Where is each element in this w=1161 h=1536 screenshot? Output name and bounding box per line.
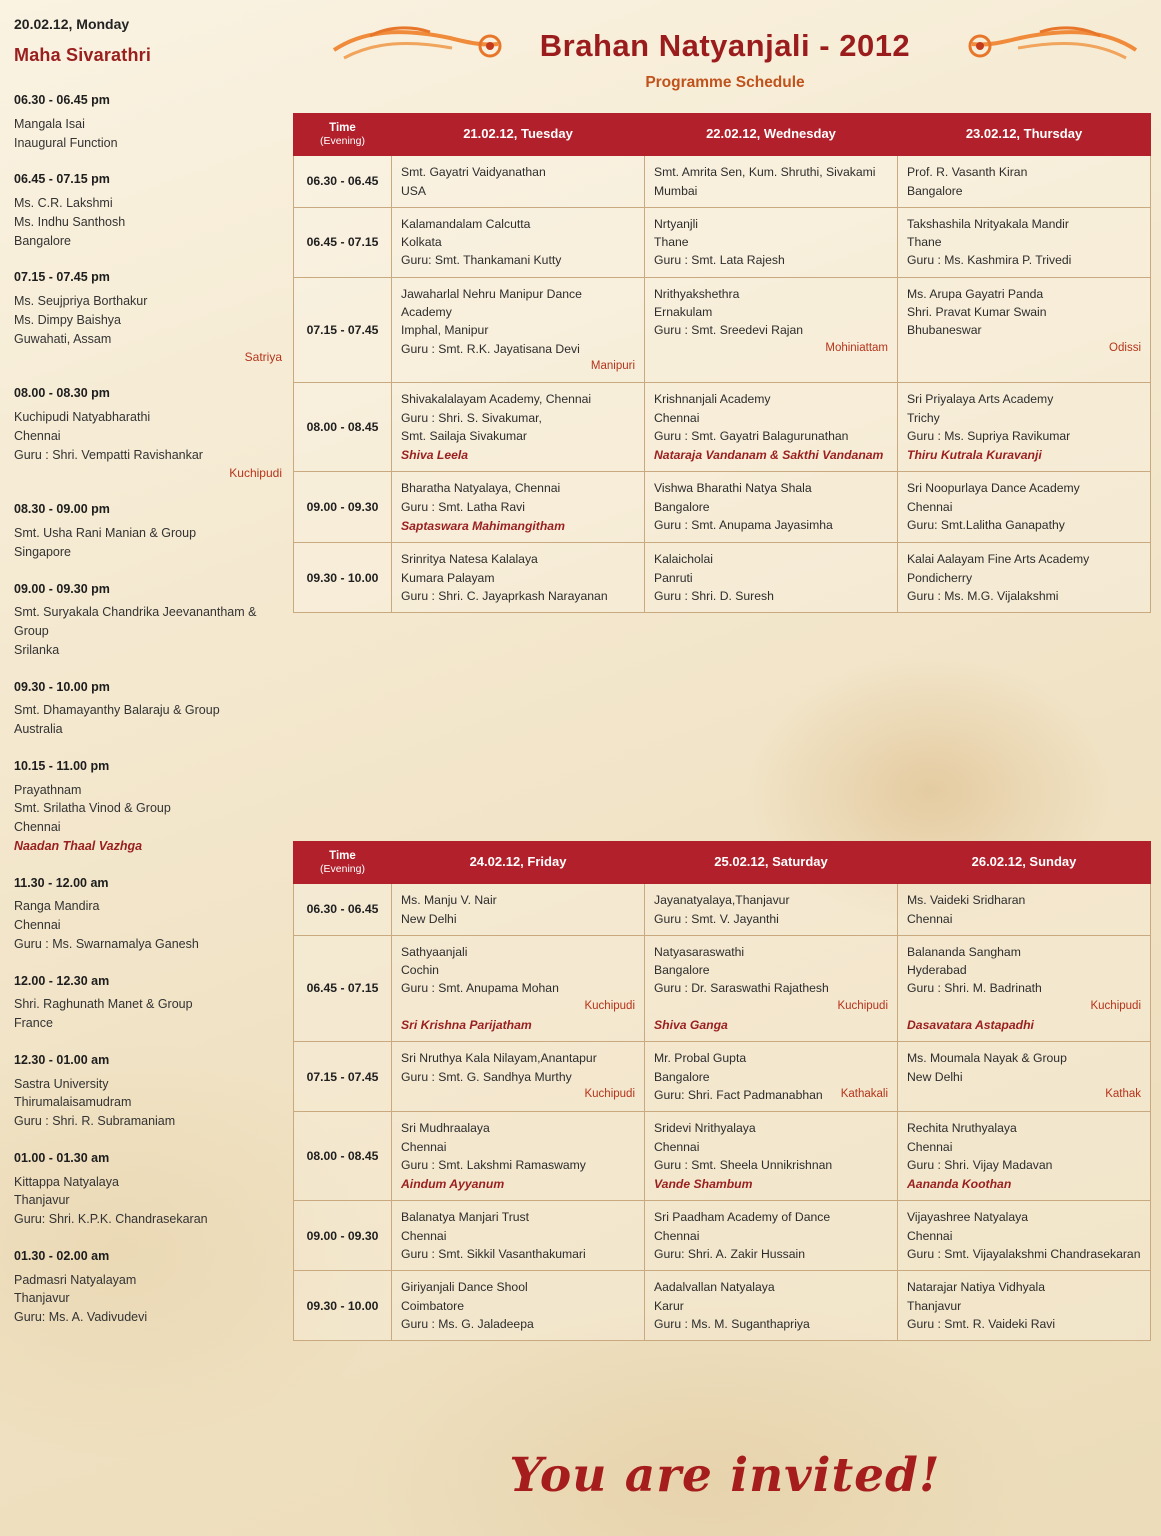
dance-style-tag: Manipuri [590, 359, 635, 372]
performer-line: Sri Nruthya Kala Nilayam,Anantapur [401, 1051, 597, 1066]
performance-cell [392, 277, 645, 382]
performer-line: Kolkata [401, 235, 442, 250]
performance-cell [392, 383, 645, 472]
row-time: 09.30 - 10.00 [294, 543, 392, 613]
performer-line: Guru : Smt. Anupama Jayasimha [654, 517, 833, 532]
slot-line: Guru : Shri. R. Subramaniam [14, 1114, 176, 1128]
monday-schedule-column [14, 14, 282, 1345]
performer-line: New Delhi [401, 911, 457, 926]
performer-line: Guru : Smt. R. Vaideki Ravi [907, 1316, 1056, 1331]
performer-line: Natarajar Natiya Vidhyala [907, 1280, 1045, 1295]
performer-line: Guru : Smt. Lakshmi Ramaswamy [401, 1157, 586, 1172]
slot-time: 06.45 - 07.15 pm [14, 172, 110, 187]
table-row [294, 1112, 1151, 1201]
time-header-label: Time [329, 122, 356, 134]
table-2-header-row [294, 842, 1151, 884]
performer-line: Guru : Shri. C. Jayaprkash Narayanan [401, 588, 608, 603]
slot-time: 01.00 - 01.30 am [14, 1150, 110, 1165]
slot-time: 12.00 - 12.30 am [14, 973, 110, 988]
performer-line: Chennai [907, 499, 953, 514]
performance-item-title: Thiru Kutrala Kuravanji [907, 448, 1042, 463]
monday-slot [14, 1149, 282, 1229]
performance-item-title: Vande Shambum [654, 1177, 753, 1192]
time-header-sublabel: (Evening) [320, 863, 365, 876]
monday-slot [14, 384, 282, 482]
performer-line: Bangalore [907, 183, 963, 198]
table-2-day-header-1: 24.02.12, Friday [392, 842, 645, 884]
slot-line: Smt. Suryakala Chandrika Jeevanantham & [14, 605, 257, 620]
slot-line: Guru: Ms. A. Vadivudevi [14, 1310, 148, 1324]
performer-line: Guru : Smt. Sikkil Vasanthakumari [401, 1246, 586, 1261]
table-row [294, 935, 1151, 1041]
performer-line: Guru: Smt. Thankamani Kutty [401, 253, 562, 268]
table-row [294, 277, 1151, 382]
slot-time: 07.15 - 07.45 pm [14, 270, 110, 285]
performance-item-title: Sri Krishna Parijatham [401, 1018, 532, 1033]
performance-cell [898, 1271, 1151, 1341]
performer-line: Chennai [907, 1228, 953, 1243]
performer-line: Guru : Shri. D. Suresh [654, 588, 774, 603]
performance-cell [392, 472, 645, 543]
performer-line: Guru : Smt. V. Jayanthi [654, 911, 779, 926]
performance-cell [645, 935, 898, 1041]
performer-line: Srinritya Natesa Kalalaya [401, 552, 538, 567]
slot-line: France [14, 1016, 53, 1030]
slot-line: Thanjavur [14, 1291, 70, 1306]
row-time: 09.30 - 10.00 [294, 1271, 392, 1341]
performance-cell [392, 1112, 645, 1201]
slot-time: 01.30 - 02.00 am [14, 1248, 110, 1263]
slot-line: Inaugural Function [14, 135, 118, 150]
performer-line: Ms. Vaideki Sridharan [907, 893, 1026, 908]
slot-line: Kuchipudi Natyabharathi [14, 410, 151, 424]
performance-item-title: Shiva Leela [401, 448, 469, 463]
slot-line: Mangala Isai [14, 116, 85, 131]
performance-cell [392, 884, 645, 936]
table-2-body [294, 884, 1151, 1341]
performer-line: Guru : Smt. Latha Ravi [401, 499, 525, 514]
schedule-table-1 [293, 113, 1151, 613]
performer-line: Sridevi Nrithyalaya [654, 1121, 756, 1136]
row-time: 09.00 - 09.30 [294, 472, 392, 543]
monday-slot [14, 1051, 282, 1131]
dance-style-tag: Odissi [1109, 341, 1141, 354]
slot-line: Prayathnam [14, 782, 82, 797]
dance-style-tag: Kathakali [840, 1087, 888, 1100]
slot-line: Chennai [14, 428, 61, 443]
performer-line: Guru : Smt. Anupama Mohan [401, 981, 559, 996]
performer-line: Guru : Ms. M. Suganthapriya [654, 1316, 810, 1331]
performer-line: Guru : Dr. Saraswathi Rajathesh [654, 981, 829, 996]
table-row [294, 383, 1151, 472]
row-time: 07.15 - 07.45 [294, 1042, 392, 1112]
performance-cell [898, 472, 1151, 543]
performance-cell [392, 1271, 645, 1341]
performance-cell [898, 935, 1151, 1041]
slot-line: Ranga Mandira [14, 899, 100, 914]
monday-slot [14, 1247, 282, 1327]
performer-line: Bharatha Natyalaya, Chennai [401, 481, 561, 496]
monday-slot [14, 678, 282, 739]
performer-line: Balananda Sangham [907, 944, 1021, 959]
poster-header [300, 10, 1150, 102]
performer-line: Vijayashree Natyalaya [907, 1210, 1029, 1225]
slot-dance-style: Kuchipudi [229, 466, 282, 481]
performance-cell [898, 884, 1151, 936]
slot-time: 09.00 - 09.30 pm [14, 581, 110, 596]
performance-cell [898, 383, 1151, 472]
performer-line: Prof. R. Vasanth Kiran [907, 165, 1028, 180]
slot-line: Smt. Usha Rani Manian & Group [14, 526, 197, 540]
performer-line: Thane [654, 235, 689, 250]
slot-line: Srilanka [14, 642, 60, 657]
performer-line: Rechita Nruthyalaya [907, 1121, 1017, 1136]
slot-line: Australia [14, 722, 63, 736]
slot-time: 11.30 - 12.00 am [14, 875, 109, 890]
dance-style-tag: Kuchipudi [584, 999, 635, 1012]
monday-date: 20.02.12, Monday [14, 16, 130, 32]
time-header-sublabel: (Evening) [320, 135, 365, 148]
table-row [294, 156, 1151, 208]
performer-line: Cochin [401, 963, 439, 978]
performer-line: Nrithyakshethra [654, 286, 740, 301]
performance-cell [645, 277, 898, 382]
performance-item-title: Shiva Ganga [654, 1018, 728, 1033]
slot-line: Smt. Srilatha Vinod & Group [14, 801, 171, 816]
performance-cell [645, 1042, 898, 1112]
performer-line: Kalaicholai [654, 552, 713, 567]
monday-slot-list [14, 91, 282, 1327]
slot-time: 08.00 - 08.30 pm [14, 386, 110, 401]
performance-cell [645, 383, 898, 472]
performance-item-title: Saptaswara Mahimangitham [401, 518, 565, 533]
performer-line: Balanatya Manjari Trust [401, 1210, 530, 1225]
slot-time: 09.30 - 10.00 pm [14, 679, 110, 694]
performance-cell [898, 156, 1151, 208]
performance-cell [645, 472, 898, 543]
slot-line: Ms. C.R. Lakshmi [14, 196, 113, 210]
performer-line: Smt. Sailaja Sivakumar [401, 428, 527, 443]
table-row [294, 1271, 1151, 1341]
performance-cell [392, 1042, 645, 1112]
slot-line: Bangalore [14, 233, 71, 248]
slot-line: Thirumalaisamudram [14, 1095, 132, 1110]
performance-item-title: Nataraja Vandanam & Sakthi Vandanam [654, 448, 884, 463]
performer-line: Aadalvallan Natyalaya [654, 1280, 775, 1295]
performer-line: Smt. Amrita Sen, Kum. Shruthi, Sivakami [654, 165, 876, 180]
slot-line: Thanjavur [14, 1193, 70, 1208]
performer-line: Chennai [654, 1228, 700, 1243]
row-time: 06.45 - 07.15 [294, 207, 392, 277]
performer-line: Guru : Smt. G. Sandhya Murthy [401, 1069, 572, 1084]
performer-line: Guru : Ms. Kashmira P. Trivedi [907, 253, 1072, 268]
schedule-table-2 [293, 841, 1151, 1341]
slot-line: Smt. Dhamayanthy Balaraju & Group [14, 703, 220, 718]
performer-line: Shri. Pravat Kumar Swain [907, 305, 1047, 320]
performer-line: Thane [907, 235, 942, 250]
monday-slot [14, 757, 282, 856]
schedule-table-1-wrapper [293, 113, 1150, 613]
table-1-header-row [294, 114, 1151, 156]
performance-cell [898, 1112, 1151, 1201]
table-row [294, 543, 1151, 613]
slot-line: Ms. Seujpriya Borthakur [14, 294, 148, 308]
performance-cell [898, 277, 1151, 382]
performer-line: Chennai [907, 1139, 953, 1154]
invitation-text: You are invited! [509, 1448, 941, 1503]
slot-item-title: Naadan Thaal Vazhga [14, 838, 143, 853]
performer-line: Guru : Ms. G. Jaladeepa [401, 1316, 534, 1331]
performer-line: Bhubaneswar [907, 323, 982, 338]
slot-time: 06.30 - 06.45 pm [14, 93, 110, 107]
performer-line: Guru: Shri. A. Zakir Hussain [654, 1246, 806, 1261]
performance-cell [392, 935, 645, 1041]
performer-line: Shivakalalayam Academy, Chennai [401, 392, 592, 407]
monday-slot [14, 91, 282, 152]
row-time: 07.15 - 07.45 [294, 277, 392, 382]
table-1-time-header [294, 114, 392, 156]
slot-line: Guru: Shri. K.P.K. Chandrasekaran [14, 1212, 208, 1226]
dance-style-tag: Kathak [1105, 1087, 1141, 1100]
performance-cell [898, 207, 1151, 277]
time-header-label: Time [329, 850, 356, 862]
slot-time: 10.15 - 11.00 pm [14, 758, 110, 773]
performer-line: Ms. Arupa Gayatri Panda [907, 286, 1044, 301]
slot-time: 12.30 - 01.00 am [14, 1052, 110, 1067]
performance-cell [645, 156, 898, 208]
performer-line: Takshashila Nrityakala Mandir [907, 216, 1069, 231]
table-1-day-header-1: 21.02.12, Tuesday [392, 114, 645, 156]
table-1-day-header-3: 23.02.12, Thursday [898, 114, 1151, 156]
table-2-day-header-3: 26.02.12, Sunday [898, 842, 1151, 884]
performer-line: Guru : Smt. Gayatri Balagurunathan [654, 428, 849, 443]
performer-line: Kalai Aalayam Fine Arts Academy [907, 552, 1090, 567]
performance-cell [645, 207, 898, 277]
row-time: 09.00 - 09.30 [294, 1201, 392, 1271]
performance-cell [898, 1201, 1151, 1271]
performer-line: Guru: Shri. Fact Padmanabhan Kathakali [654, 1087, 888, 1102]
slot-line: Ms. Dimpy Baishya [14, 312, 121, 327]
dance-style-tag: Kuchipudi [837, 999, 888, 1012]
performer-line: Guru : Shri. S. Sivakumar, [401, 410, 542, 425]
performer-line: Karur [654, 1298, 684, 1313]
performer-line: Guru : Ms. M.G. Vijalakshmi [907, 588, 1059, 603]
slot-line: Guwahati, Assam [14, 331, 112, 346]
performer-line: Sri Mudhraalaya [401, 1121, 490, 1136]
performer-line: Guru : Shri. M. Badrinath [907, 981, 1042, 996]
performer-line: Mr. Probal Gupta [654, 1051, 747, 1066]
slot-line: Ms. Indhu Santhosh [14, 214, 126, 229]
table-row [294, 1201, 1151, 1271]
performance-cell [645, 884, 898, 936]
performer-line: Jayanatyalaya,Thanjavur [654, 893, 790, 908]
performance-cell [645, 1271, 898, 1341]
table-1-body [294, 156, 1151, 613]
monday-slot [14, 874, 282, 954]
performer-line: Chennai [401, 1228, 447, 1243]
performer-line: Vishwa Bharathi Natya Shala [654, 481, 812, 496]
performer-line: Panruti [654, 570, 693, 585]
performer-line: Bangalore [654, 499, 710, 514]
performer-line: Coimbatore [401, 1298, 464, 1313]
slot-line: Group [14, 624, 49, 638]
performer-line: Kalamandalam Calcutta [401, 216, 531, 231]
performer-line: Chennai [401, 1139, 447, 1154]
performer-line: Guru : Smt. Vijayalakshmi Chandrasekaran [907, 1246, 1141, 1261]
performance-item-title: Dasavatara Astapadhi [907, 1018, 1034, 1033]
performer-line: Nrtyanjli [654, 216, 699, 231]
performer-line: Jawaharlal Nehru Manipur Dance Academy [401, 286, 582, 320]
performer-line: Natyasaraswathi [654, 944, 745, 959]
performance-item-title: Aindum Ayyanum [401, 1177, 505, 1192]
performer-line: Hyderabad [907, 963, 967, 978]
performance-cell [392, 1201, 645, 1271]
table-2-day-header-2: 25.02.12, Saturday [645, 842, 898, 884]
performer-line: Guru : Smt. Sreedevi Rajan [654, 323, 804, 338]
performance-cell [645, 1201, 898, 1271]
floral-ornament-right-icon [960, 24, 1140, 66]
slot-line: Chennai [14, 820, 61, 834]
row-time: 06.45 - 07.15 [294, 935, 392, 1041]
slot-line: Singapore [14, 544, 71, 559]
row-time: 08.00 - 08.45 [294, 1112, 392, 1201]
monday-slot [14, 500, 282, 561]
page-title: Brahan Natyanjali - 2012 [539, 28, 911, 63]
performer-line: Chennai [654, 410, 700, 425]
performance-cell [645, 1112, 898, 1201]
performer-line: Pondicherry [907, 570, 973, 585]
slot-line: Kittappa Natyalaya [14, 1174, 119, 1189]
performer-line: Chennai [654, 1139, 700, 1154]
performer-line: Ernakulam [654, 305, 713, 320]
performer-line: Bangalore [654, 963, 710, 978]
performance-cell [392, 543, 645, 613]
performer-line: Guru : Smt. R.K. Jayatisana Devi [401, 341, 580, 356]
monday-slot [14, 972, 282, 1033]
performer-line: Guru : Smt. Lata Rajesh [654, 253, 785, 268]
table-row [294, 207, 1151, 277]
page-subtitle: Programme Schedule [645, 74, 805, 91]
slot-line: Guru : Shri. Vempatti Ravishankar [14, 447, 203, 462]
performer-line: Ms. Moumala Nayak & Group [907, 1051, 1067, 1066]
table-row [294, 472, 1151, 543]
performer-line: Krishnanjali Academy [654, 392, 771, 407]
slot-line: Shri. Raghunath Manet & Group [14, 997, 193, 1012]
performer-line: Imphal, Manipur [401, 323, 489, 338]
performer-line: Guru : Ms. Supriya Ravikumar [907, 428, 1071, 443]
row-time: 08.00 - 08.45 [294, 383, 392, 472]
performer-line: Chennai [907, 911, 953, 926]
performer-line: Sri Priyalaya Arts Academy [907, 392, 1054, 407]
slot-line: Guru : Ms. Swarnamalya Ganesh [14, 936, 199, 951]
performer-line: Sri Paadham Academy of Dance [654, 1210, 831, 1225]
performer-line: Ms. Manju V. Nair [401, 893, 497, 908]
performer-line: Guru: Smt.Lalitha Ganapathy [907, 517, 1065, 532]
slot-dance-style: Satriya [244, 350, 282, 365]
row-time: 06.30 - 06.45 [294, 156, 392, 208]
row-time: 06.30 - 06.45 [294, 884, 392, 936]
performer-line: Sathyaanjali [401, 944, 468, 959]
performer-line: Guru : Smt. Sheela Unnikrishnan [654, 1157, 833, 1172]
monday-slot [14, 580, 282, 660]
performer-line: Bangalore [654, 1069, 710, 1084]
performance-item-title: Aananda Koothan [907, 1177, 1012, 1192]
monday-slot [14, 268, 282, 366]
dance-style-tag: Kuchipudi [1090, 999, 1141, 1012]
performance-cell [392, 156, 645, 208]
performer-line: New Delhi [907, 1069, 963, 1084]
performance-cell [898, 543, 1151, 613]
slot-time: 08.30 - 09.00 pm [14, 502, 110, 517]
table-row [294, 884, 1151, 936]
performer-line: Guru : Shri. Vijay Madavan [907, 1157, 1053, 1172]
performance-cell [898, 1042, 1151, 1112]
table-row [294, 1042, 1151, 1112]
performer-line: Kumara Palayam [401, 570, 495, 585]
performer-line: Trichy [907, 410, 940, 425]
table-1-day-header-2: 22.02.12, Wednesday [645, 114, 898, 156]
slot-line: Chennai [14, 918, 61, 932]
performer-line: USA [401, 183, 427, 198]
monday-title: Maha Sivarathri [14, 45, 152, 65]
slot-line: Padmasri Natyalayam [14, 1272, 137, 1287]
table-2-time-header [294, 842, 392, 884]
performer-line: Giriyanjali Dance Shool [401, 1280, 528, 1295]
dance-style-tag: Mohiniattam [825, 341, 888, 354]
performance-cell [392, 207, 645, 277]
slot-line: Sastra University [14, 1076, 109, 1091]
performer-line: Sri Noopurlaya Dance Academy [907, 481, 1080, 496]
schedule-table-2-wrapper [293, 841, 1150, 1341]
performer-line: Mumbai [654, 183, 698, 198]
dance-style-tag: Kuchipudi [584, 1087, 635, 1100]
performer-line: Smt. Gayatri Vaidyanathan [401, 165, 546, 180]
monday-slot [14, 170, 282, 250]
performer-line: Thanjavur [907, 1298, 962, 1313]
performance-cell [645, 543, 898, 613]
